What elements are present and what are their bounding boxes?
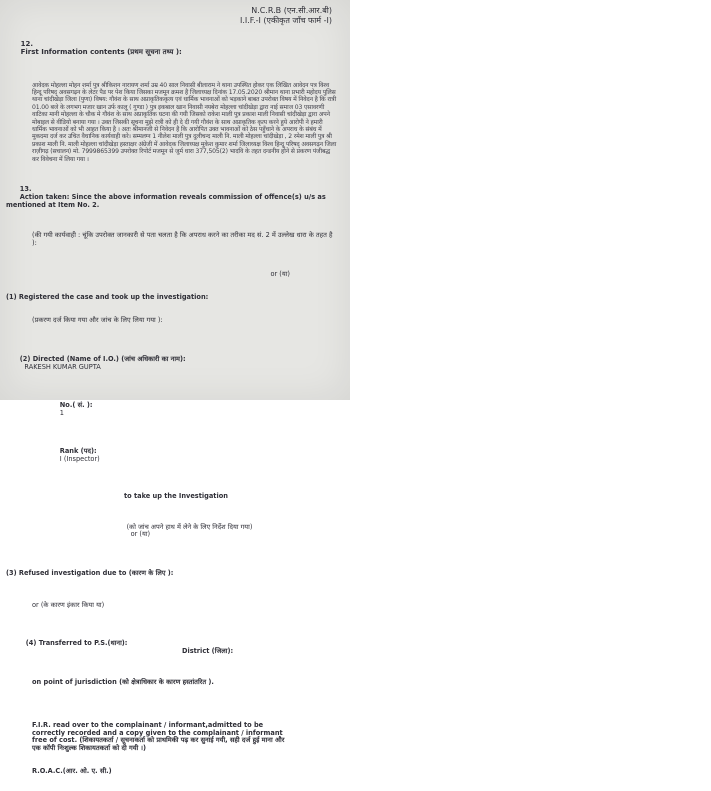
io-rank-row — [6, 441, 336, 472]
item-4-row — [12, 633, 336, 664]
item-2-label: (2) Directed (Name of I.O.) (जांच अधिकारी का नाम): — [19, 354, 186, 363]
item-1-hindi: (प्रकरण दर्ज किया गया और जांच के लिए लिया गया ): — [32, 316, 163, 325]
section-12 — [6, 18, 338, 179]
roac: R.O.A.C.(आर. ओ. ए. सी.) — [32, 767, 112, 776]
or-label-2: or (या) — [130, 530, 151, 539]
take-up-hindi: (को जांच अपने हाथ में लेने के लिए निर्देश दिया गया) — [126, 522, 253, 531]
io-no-value: 1 — [59, 408, 64, 417]
section-12-title: First Information contents (प्रथम सूचना तथ्य ): — [20, 47, 182, 56]
or-label-1: or (या) — [270, 269, 290, 278]
jurisdiction: on point of jurisdiction (को क्षेत्राधिकार के कारण हस्तांतरित ). — [32, 678, 214, 686]
action-taken-hindi: (की गयी कार्यवाही : चूंकि उपरोक्त जानकारी से पता चलता है कि अपराध करने का तरीका मद सं. 2 में उल्लेख धारा के तहत है ): — [32, 231, 335, 248]
district-label: District (जिला): — [182, 647, 234, 656]
or-refused: or (के कारण इंकार किया या) — [32, 600, 105, 609]
item-3-label: (3) Refused investigation due to (कारण के लिए ): — [6, 568, 174, 577]
item-1-label: (1) Registered the case and took up the investigation: — [6, 293, 209, 302]
section-12-body: आवेदक मोहल्ला मोहन शर्मा पुत्र श्रीकिशन नारायण शर्मा उम्र 40 साल निवासी बीलाराम ने थाना उपस्थित होकर एक लिखित आवेदन पत्र विश्व हिन्दू परिषद् अवसगढ़न के लेटर पैड पर पेश किया जिसका मजमून क्रमश है जिलाध्यक्ष दिनांक 17.05.2020 श्रीमान थाना प्रभारी महोदय पुलिस थाना चांदीखेड़ा जिला (पुणा) विषय: गौवंश के साथ अप्राकृतिककृत्य एवं धार्मिक भावनाओं को भड़काने बाबत उपरोक्त विषय में निवेदन है कि रात्री 01.00 बजे के लगभग मजार खान उर्फ कालू ( गुण्डा ) पुत्र इकबाल खान निवासी नयबेरा मोहल्ला चांदीखेड़ा द्वारा नाई समाज 03 एसावरणी वाटिका मानी मोहल्ला के चौक मे गौवंश के साथ अप्राकृतिक घटना की गयी जिसको राकेश माली पुत्र प्रकाश माली निवासी चांदीखेड़ा द्वारा अपने मोबाइल से वीडियो बनाया गया । उक्त जिसकी सूचना मुझे रात्री को ही दे दी गयी गौवंश के साथ अप्राकृतिक कृत्य करने हुये आरोपी ने हमारी धार्मिक भावनाओं को भी आहत किया है । अतः श्रीमानजी से निवेदन है कि आरोपित उक्त भावनाओं को ठेस पहुँचाने के अपराध के संबंध में मुकदमा दर्ज कर उचित वैधानिक कार्यवाही करे। सम्मलग्न 1 नीलेश माली पुत्र दुलीचन्द माली नि. माली मोहल्ला चांदीखेड़ा , 2 रमेश माली पुत्र श्री प्रकाश माली नि. माली मोहल्ला चांदीखेड़ा हस्ताक्षर अंग्रेजी में आवेदक जिलाध्यक्ष मुकेश कुमार शर्मा जिलाध्यक्ष विश्व हिन्दू परिषद् अवसगढ़न जिला राज़ीगढ़ (सचालन) मो. 7999865399 उपरोक्त रिपोर्ट मजमून से जुर्म धारा 377,505(2) भादवि के तहत दन्डनीय होने से प्रकरण पंजीबद्ध कर विवेचना में लिया गया । — [32, 81, 338, 163]
io-rank-label: Rank (पद): — [59, 447, 97, 456]
action-taken-title: Action taken: Since the above information reveals commission of offence(s) u/s as mentioned at Item No. 2. — [6, 192, 329, 209]
item-4-label: (4) Transferred to P.S.(थाना): — [25, 639, 128, 648]
or-row-1 — [6, 263, 336, 278]
section-13 — [6, 163, 336, 791]
form-header-iif: I.I.F.-I (एकीकृत जाँच फार्म -I) — [239, 16, 332, 25]
document-page — [0, 0, 350, 776]
section-13-title-row — [6, 178, 336, 217]
item-2-row — [6, 348, 336, 379]
take-up-investigation: to take up the Investigation — [124, 491, 228, 500]
section-12-title-row — [6, 33, 338, 64]
form-header-ncrb: N.C.R.B (एन.सी.आर.बी) — [251, 6, 332, 15]
io-no-row — [6, 394, 336, 425]
io-no-label: No.( सं. ): — [59, 401, 93, 410]
io-name: RAKESH KUMAR GUPTA — [24, 362, 101, 371]
take-up-row — [6, 516, 336, 547]
section-13-number: 13. — [19, 185, 32, 194]
io-rank-value: I (Inspector) — [59, 455, 100, 464]
fir-read-statement: F.I.R. read over to the complainant / informant,admitted to be correctly recorded and a copy given to the complainant / informant free of cost. (शिकायतकर्ता / सूचनाकर्ता को प्राथमिकी पढ़ कर सुनाई गयी, सही दर्ज हुई माना और एक कॉपी निःशुल्क शिकायतकर्ता को दी गयी ।) — [32, 720, 285, 752]
section-12-number: 12. — [20, 40, 34, 49]
